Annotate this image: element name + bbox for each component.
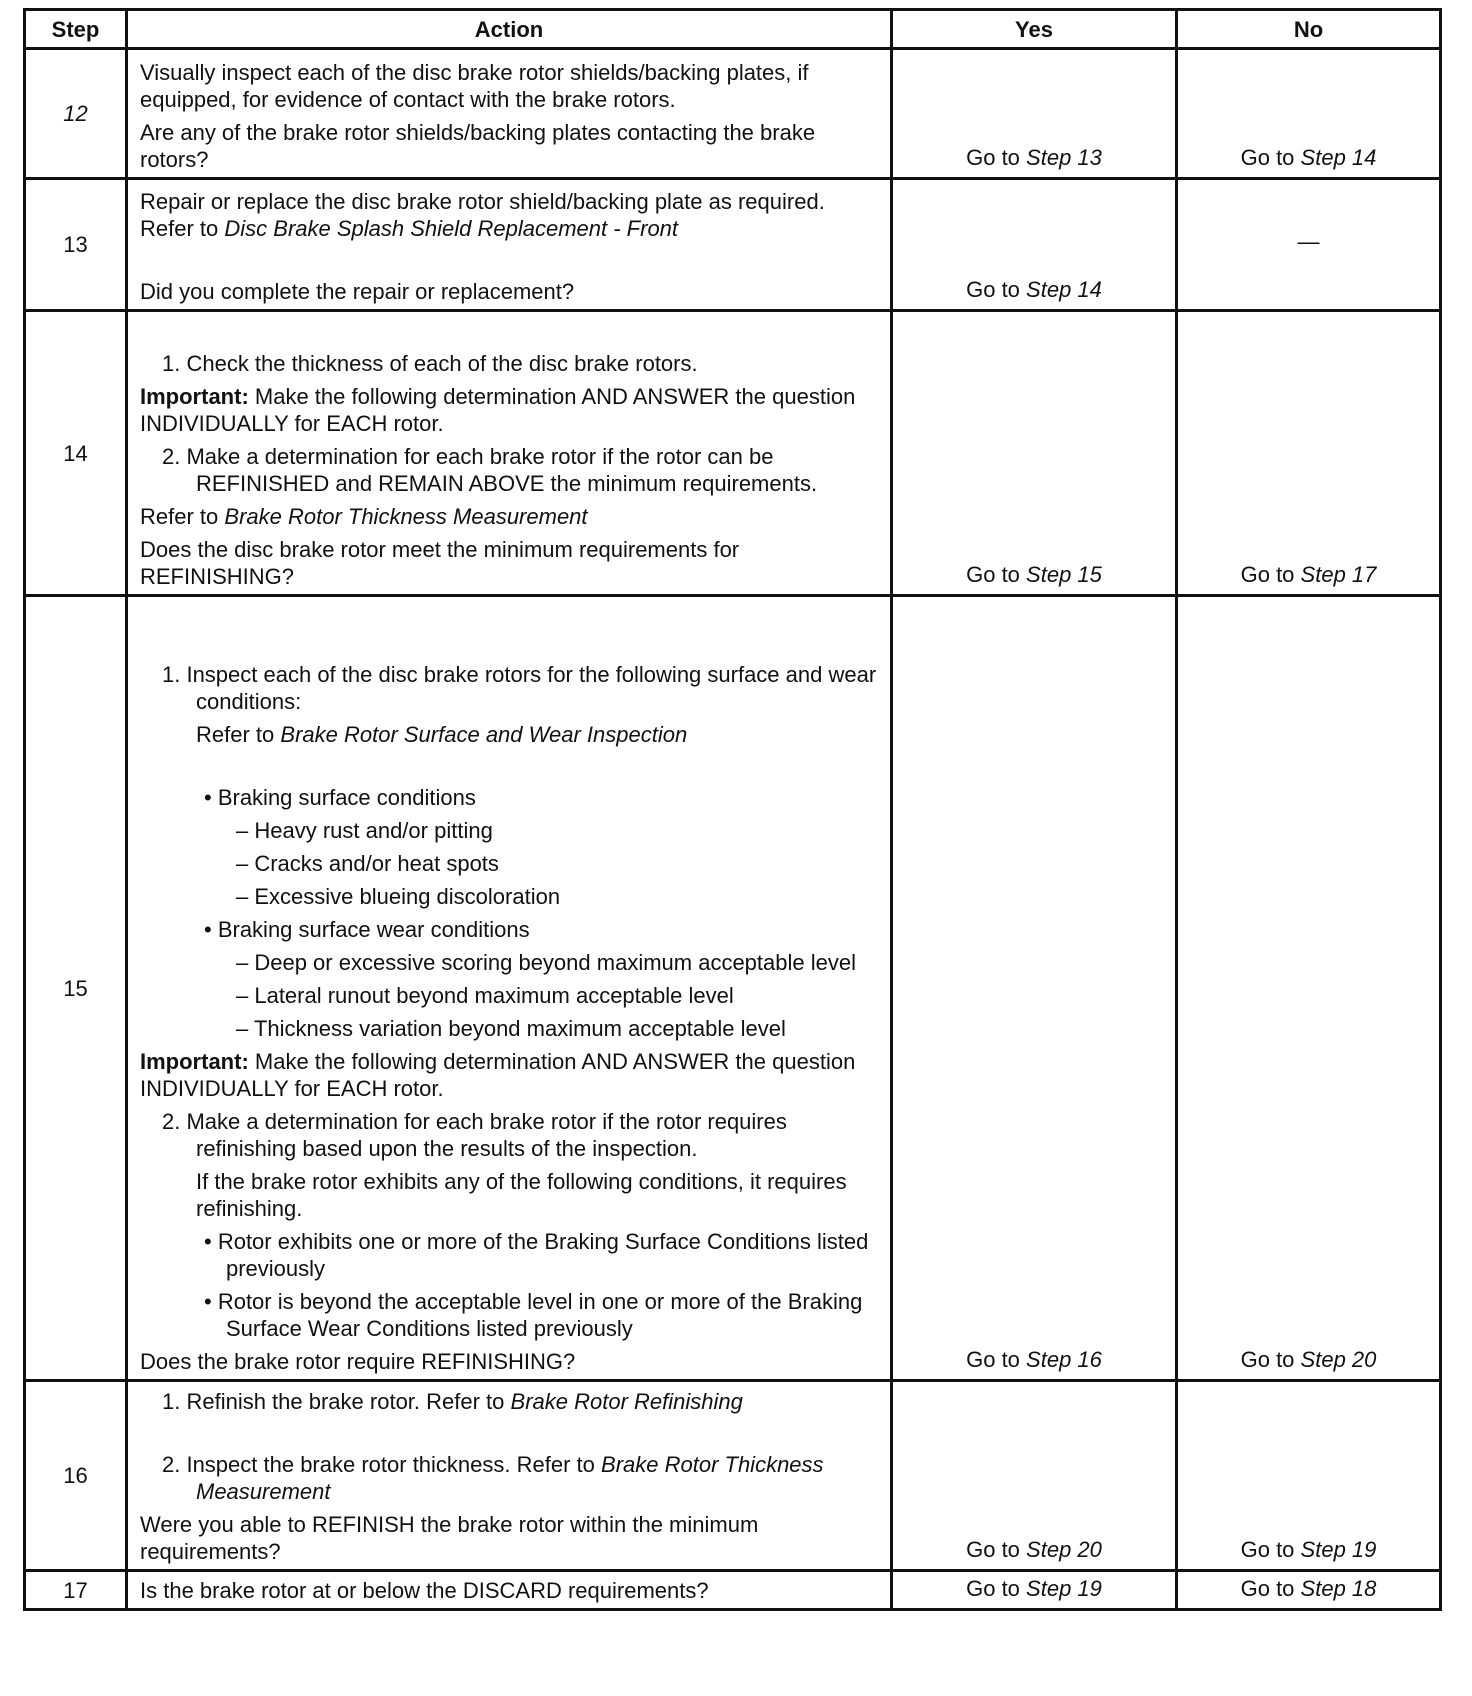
- sub-item: – Thickness variation beyond maximum acceptable level: [236, 1016, 786, 1041]
- header-action: Action: [127, 10, 892, 49]
- yes-step-link: Step 20: [1026, 1537, 1102, 1562]
- action-step-2: 2. Make a determination for each brake rotor if the rotor requires refinishing based upon the results of the inspection.: [162, 1109, 787, 1161]
- yes-cell: [892, 1571, 1177, 1610]
- action-text-main: 1. Refinish the brake rotor. Refer to: [162, 1389, 505, 1414]
- sub-item: – Heavy rust and/or pitting: [236, 818, 493, 843]
- action-step-1: 1. Check the thickness of each of the disc brake rotors.: [162, 351, 698, 376]
- yes-cell: [892, 1381, 1177, 1571]
- goto-label: Go to: [966, 145, 1020, 170]
- action-cell: [127, 49, 892, 179]
- bullet-item: • Rotor exhibits one or more of the Braking Surface Conditions listed previously: [204, 1229, 869, 1281]
- step-number-text: 12: [63, 101, 88, 126]
- yes-step-link: Step 16: [1026, 1347, 1102, 1372]
- important-label: Important:: [140, 1049, 249, 1074]
- reference-link: Brake Rotor Thickness Measurement: [224, 504, 588, 529]
- reference-prefix: Refer to: [196, 722, 275, 747]
- action-step-2: 2. Make a determination for each brake rotor if the rotor can be REFINISHED and REMAIN ABOVE the minimum requirements.: [162, 444, 818, 496]
- step-number: 13: [25, 179, 127, 311]
- header-no: No: [1177, 10, 1441, 49]
- no-cell: [1177, 311, 1441, 596]
- header-step: Step: [25, 10, 127, 49]
- action-text: If the brake rotor exhibits any of the following conditions, it requires refinishing.: [196, 1169, 847, 1221]
- question-text: Is the brake rotor at or below the DISCARD requirements?: [127, 1571, 892, 1610]
- no-step-link: Step 20: [1300, 1347, 1377, 1372]
- yes-cell: [892, 49, 1177, 179]
- action-cell: [127, 179, 892, 311]
- yes-cell: [892, 596, 1177, 1381]
- question-text: Does the disc brake rotor meet the minimum requirements for REFINISHING?: [140, 537, 740, 589]
- goto-label: Go to: [1240, 1576, 1295, 1601]
- table-row: [25, 596, 1441, 1381]
- sub-item: – Excessive blueing discoloration: [236, 884, 561, 909]
- step-number: 14: [25, 311, 127, 596]
- yes-step-link: Step 13: [1026, 145, 1102, 170]
- no-step-link: Step 17: [1300, 562, 1377, 587]
- bullet-item: • Rotor is beyond the acceptable level in one or more of the Braking Surface Wear Conditions listed previously: [204, 1289, 863, 1341]
- header-yes: Yes: [892, 10, 1177, 49]
- action-text-main: 2. Inspect the brake rotor thickness. Refer to: [162, 1452, 595, 1477]
- step-number: 17: [25, 1571, 127, 1610]
- header-row: [25, 10, 1441, 49]
- important-text: Make the following determination AND ANSWER the question INDIVIDUALLY for EACH rotor.: [140, 384, 856, 436]
- no-cell: —: [1177, 179, 1441, 311]
- table-row: [25, 179, 1441, 311]
- goto-label: Go to: [966, 277, 1020, 302]
- reference-link: Disc Brake Splash Shield Replacement - Front: [224, 216, 679, 241]
- no-step-link: Step 14: [1300, 145, 1377, 170]
- goto-label: Go to: [1240, 562, 1295, 587]
- bullet-item: • Braking surface wear conditions: [204, 917, 530, 942]
- important-text: Make the following determination AND ANSWER the question INDIVIDUALLY for EACH rotor.: [140, 1049, 856, 1101]
- important-label: Important:: [140, 384, 249, 409]
- reference-link: Brake Rotor Thickness Measurement: [196, 1452, 824, 1504]
- action-text: Visually inspect each of the disc brake rotor shields/backing plates, if equipped, for evidence of contact with the brake rotors.: [140, 60, 809, 112]
- question-text: Were you able to REFINISH the brake rotor within the minimum requirements?: [140, 1512, 759, 1564]
- diagnostic-table: [23, 8, 1442, 1611]
- step-number: [25, 49, 127, 179]
- question-text: Does the brake rotor require REFINISHING?: [140, 1349, 576, 1374]
- action-step-1: [140, 1388, 878, 1415]
- question-text: Did you complete the repair or replacement?: [140, 279, 575, 304]
- goto-label: Go to: [966, 1347, 1020, 1372]
- sub-item: – Deep or excessive scoring beyond maximum acceptable level: [236, 950, 856, 975]
- table-row: [25, 1381, 1441, 1571]
- goto-label: Go to: [966, 562, 1020, 587]
- goto-label: Go to: [966, 1537, 1020, 1562]
- yes-step-link: Step 19: [1026, 1576, 1102, 1601]
- reference: [140, 721, 878, 748]
- action-text: [140, 188, 878, 242]
- question-text: Are any of the brake rotor shields/backing plates contacting the brake rotors?: [140, 120, 816, 172]
- important-note: [140, 1048, 878, 1102]
- table-row: [25, 311, 1441, 596]
- action-cell: [127, 1381, 892, 1571]
- goto-label: Go to: [966, 1576, 1020, 1601]
- goto-label: Go to: [1240, 145, 1295, 170]
- table-row: [25, 49, 1441, 179]
- reference-prefix: Refer to: [140, 504, 219, 529]
- no-step-link: Step 18: [1300, 1576, 1377, 1601]
- bullet-item: • Braking surface conditions: [204, 785, 476, 810]
- action-cell: [127, 596, 892, 1381]
- yes-cell: [892, 311, 1177, 596]
- no-cell: [1177, 596, 1441, 1381]
- goto-label: Go to: [1240, 1347, 1295, 1372]
- table-row: [25, 1571, 1441, 1610]
- reference: [140, 503, 878, 530]
- step-number: 15: [25, 596, 127, 1381]
- reference-link: Brake Rotor Refinishing: [510, 1389, 743, 1414]
- sub-item: – Lateral runout beyond maximum acceptable level: [236, 983, 734, 1008]
- important-note: [140, 383, 878, 437]
- action-text-main: Repair or replace the disc brake rotor shield/backing plate as required. Refer to: [140, 189, 825, 241]
- step-number: 16: [25, 1381, 127, 1571]
- yes-cell: [892, 179, 1177, 311]
- no-cell: [1177, 1571, 1441, 1610]
- no-cell: [1177, 49, 1441, 179]
- no-step-link: Step 19: [1300, 1537, 1377, 1562]
- goto-label: Go to: [1240, 1537, 1295, 1562]
- reference-link: Brake Rotor Surface and Wear Inspection: [280, 722, 688, 747]
- action-step-2: [140, 1451, 878, 1505]
- no-cell: [1177, 1381, 1441, 1571]
- sub-item: – Cracks and/or heat spots: [236, 851, 499, 876]
- action-step-1: 1. Inspect each of the disc brake rotors for the following surface and wear conditions:: [162, 662, 877, 714]
- action-cell: [127, 311, 892, 596]
- yes-step-link: Step 14: [1026, 277, 1102, 302]
- yes-step-link: Step 15: [1026, 562, 1102, 587]
